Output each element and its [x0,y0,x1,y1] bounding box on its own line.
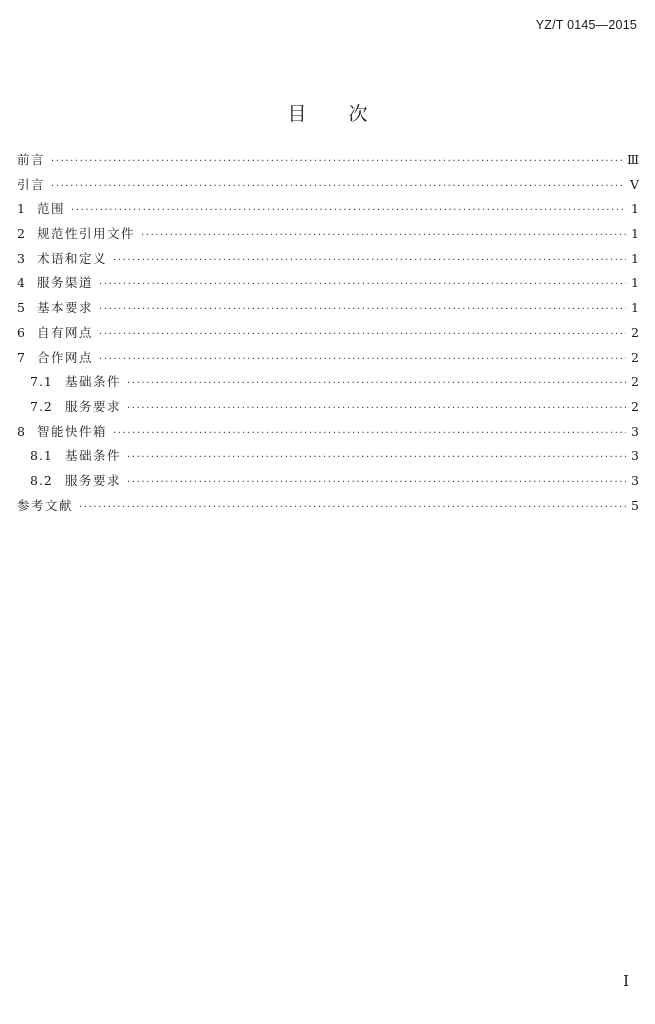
toc-dot-leader [99,323,626,348]
toc-list [17,148,639,518]
toc-entry-number: 5 [17,300,25,316]
toc-dot-leader [79,496,626,521]
toc-entry-introduction[interactable] [17,173,639,198]
toc-entry-number: 7.1 [30,374,53,390]
toc-dot-leader [127,372,626,397]
toc-entry-text: 基础条件 [65,374,122,390]
toc-entry-text: 术语和定义 [37,250,108,266]
toc-dot-leader [113,249,626,274]
toc-entry-number: 7 [17,349,25,365]
toc-entry-2[interactable] [17,222,639,247]
toc-dot-leader [141,224,626,249]
toc-entry-text: 合作网点 [37,349,94,365]
toc-entry-text: 规范性引用文件 [37,226,136,242]
toc-entry-4[interactable] [17,271,639,296]
toc-entry-number: 8.1 [30,448,53,464]
toc-entry-text: 基础条件 [65,448,122,464]
toc-dot-leader [127,397,626,422]
toc-entry-8[interactable] [17,420,639,445]
toc-entry-number: 7.2 [30,398,53,414]
toc-dot-leader [99,348,626,373]
toc-entry-text: 服务渠道 [37,275,94,291]
toc-entry-8-2[interactable] [17,469,639,494]
toc-dot-leader [51,175,625,200]
toc-entry-number: 3 [17,250,25,266]
toc-entry-page: 3 [631,448,639,464]
toc-entry-text: 自有网点 [37,324,94,340]
toc-entry-number: 8.2 [30,472,53,488]
toc-dot-leader [99,298,626,323]
toc-entry-page: 2 [631,398,639,414]
toc-entry-page: 2 [631,324,639,340]
standard-code: YZ/T 0145—2015 [535,18,637,32]
toc-title: 目次 [287,102,410,125]
toc-entry-page: 2 [631,349,639,365]
toc-entry-page: Ⅴ [629,176,639,192]
toc-entry-text: 范围 [37,201,66,217]
toc-entry-3[interactable] [17,247,639,272]
toc-entry-page: 1 [631,300,639,316]
toc-entry-7[interactable] [17,346,639,371]
toc-entry-5[interactable] [17,296,639,321]
toc-entry-6[interactable] [17,321,639,346]
toc-entry-7-2[interactable] [17,395,639,420]
toc-entry-7-1[interactable] [17,370,639,395]
toc-entry-page: Ⅲ [626,152,639,167]
toc-entry-number: 4 [17,275,25,291]
toc-entry-text: 基本要求 [37,300,94,316]
page-folio: Ⅰ [623,972,629,990]
toc-entry-page: 1 [631,275,639,291]
toc-entry-page: 5 [631,497,639,513]
toc-entry-page: 1 [631,250,639,266]
toc-entry-page: 1 [631,226,639,242]
toc-entry-page: 3 [631,423,639,439]
toc-entry-number: 6 [17,324,25,340]
toc-entry-foreword[interactable] [17,148,639,173]
toc-entry-1[interactable] [17,197,639,222]
toc-entry-text: 前言 [17,152,46,167]
toc-entry-page: 3 [631,472,639,488]
toc-dot-leader [71,199,626,224]
toc-entry-number: 2 [17,226,25,242]
toc-entry-text: 参考文献 [17,497,74,513]
toc-dot-leader [51,150,622,175]
toc-entry-8-1[interactable] [17,444,639,469]
toc-dot-leader [113,422,626,447]
toc-dot-leader [127,446,626,471]
toc-entry-number: 1 [17,201,25,217]
toc-entry-bibliography[interactable] [17,494,639,519]
toc-entry-text: 引言 [17,176,46,192]
toc-dot-leader [127,471,626,496]
toc-dot-leader [99,273,626,298]
toc-entry-text: 智能快件箱 [37,423,108,439]
toc-entry-page: 2 [631,374,639,390]
toc-entry-page: 1 [631,201,639,217]
toc-entry-number: 8 [17,423,25,439]
toc-entry-text: 服务要求 [65,472,122,488]
toc-entry-text: 服务要求 [65,398,122,414]
